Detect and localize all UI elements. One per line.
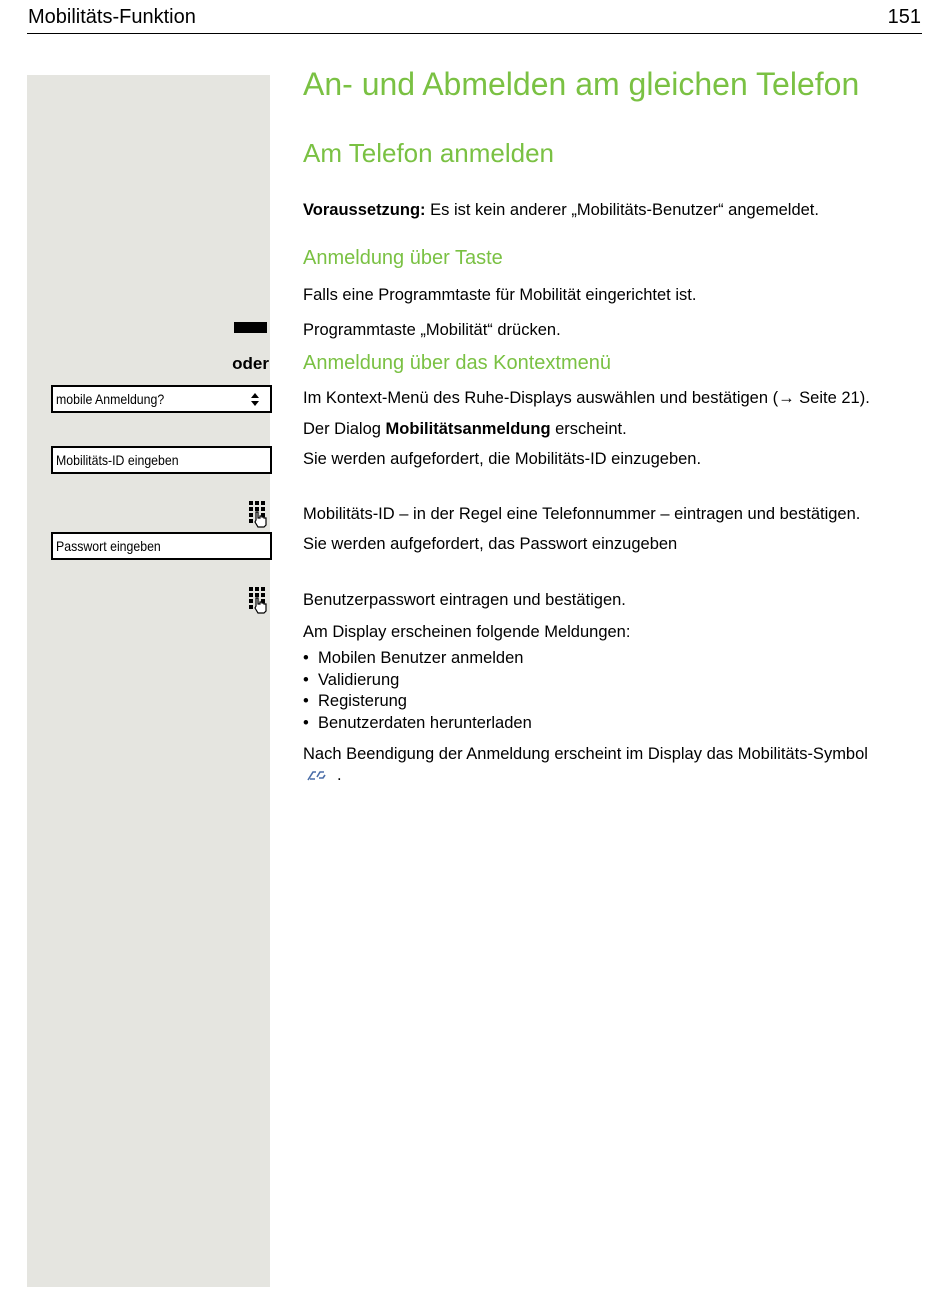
request-password-text: Sie werden aufgefordert, das Passwort einzugeben — [303, 535, 678, 553]
key-press-text: Programmtaste „Mobilität“ drücken. — [303, 321, 561, 339]
dialog-text — [303, 419, 627, 439]
subheading-context: Anmeldung über das Kontextmenü — [303, 352, 611, 374]
function-key-icon — [234, 322, 267, 333]
up-down-arrow-icon — [250, 393, 260, 406]
dialog-suffix: erscheint. — [550, 420, 627, 438]
header-section-title: Mobilitäts-Funktion — [28, 6, 196, 28]
dialog-name: Mobilitätsanmeldung — [385, 420, 551, 438]
sidebar-panel — [27, 75, 270, 1287]
request-id-text: Sie werden aufgefordert, die Mobilitäts-ID einzugeben. — [303, 450, 702, 468]
prerequisite — [303, 200, 819, 220]
final-text-end: . — [337, 766, 342, 784]
messages-list — [303, 648, 532, 734]
final-text — [303, 744, 918, 786]
display-mobile-login — [51, 385, 272, 413]
subheading-key: Anmeldung über Taste — [303, 247, 503, 269]
list-item: • Benutzerdaten herunterladen — [303, 713, 532, 735]
keypad-icon — [247, 586, 269, 614]
page-heading: An- und Abmelden am gleichen Telefon — [303, 66, 860, 102]
display-enter-password-text: Passwort eingeben — [56, 538, 161, 554]
oder-label: oder — [232, 354, 269, 373]
arrow-icon: → — [778, 389, 795, 407]
enter-password-text: Benutzerpasswort eintragen und bestätigen. — [303, 591, 626, 609]
page-reference-link[interactable]: Seite 21). — [794, 389, 870, 407]
keypad-icon — [247, 500, 269, 528]
prerequisite-label: Voraussetzung: — [303, 201, 426, 219]
display-enter-password — [51, 532, 272, 560]
mobility-symbol-icon — [305, 768, 327, 782]
header-divider — [27, 33, 922, 34]
list-item: • Registerung — [303, 691, 532, 713]
display-mobile-login-text: mobile Anmeldung? — [56, 391, 165, 407]
section-heading: Am Telefon anmelden — [303, 138, 555, 168]
context-select-text — [303, 388, 870, 408]
final-text-main: Nach Beendigung der Anmeldung erscheint im Display das Mobilitäts-Symbol — [303, 745, 868, 763]
page-number: 151 — [887, 6, 921, 28]
list-item: • Validierung — [303, 670, 532, 692]
display-enter-id — [51, 446, 272, 474]
list-item: • Mobilen Benutzer anmelden — [303, 648, 532, 670]
dialog-prefix: Der Dialog — [303, 420, 386, 438]
context-select-main: Im Kontext-Menü des Ruhe-Displays auswählen und bestätigen ( — [303, 389, 779, 407]
enter-id-text: Mobilitäts-ID – in der Regel eine Telefonnummer – eintragen und bestätigen. — [303, 505, 861, 523]
key-condition-text: Falls eine Programmtaste für Mobilität eingerichtet ist. — [303, 286, 697, 304]
prerequisite-text: Es ist kein anderer „Mobilitäts-Benutzer“ angemeldet. — [425, 201, 819, 219]
messages-intro-text: Am Display erscheinen folgende Meldungen: — [303, 623, 631, 641]
display-enter-id-text: Mobilitäts-ID eingeben — [56, 452, 179, 468]
